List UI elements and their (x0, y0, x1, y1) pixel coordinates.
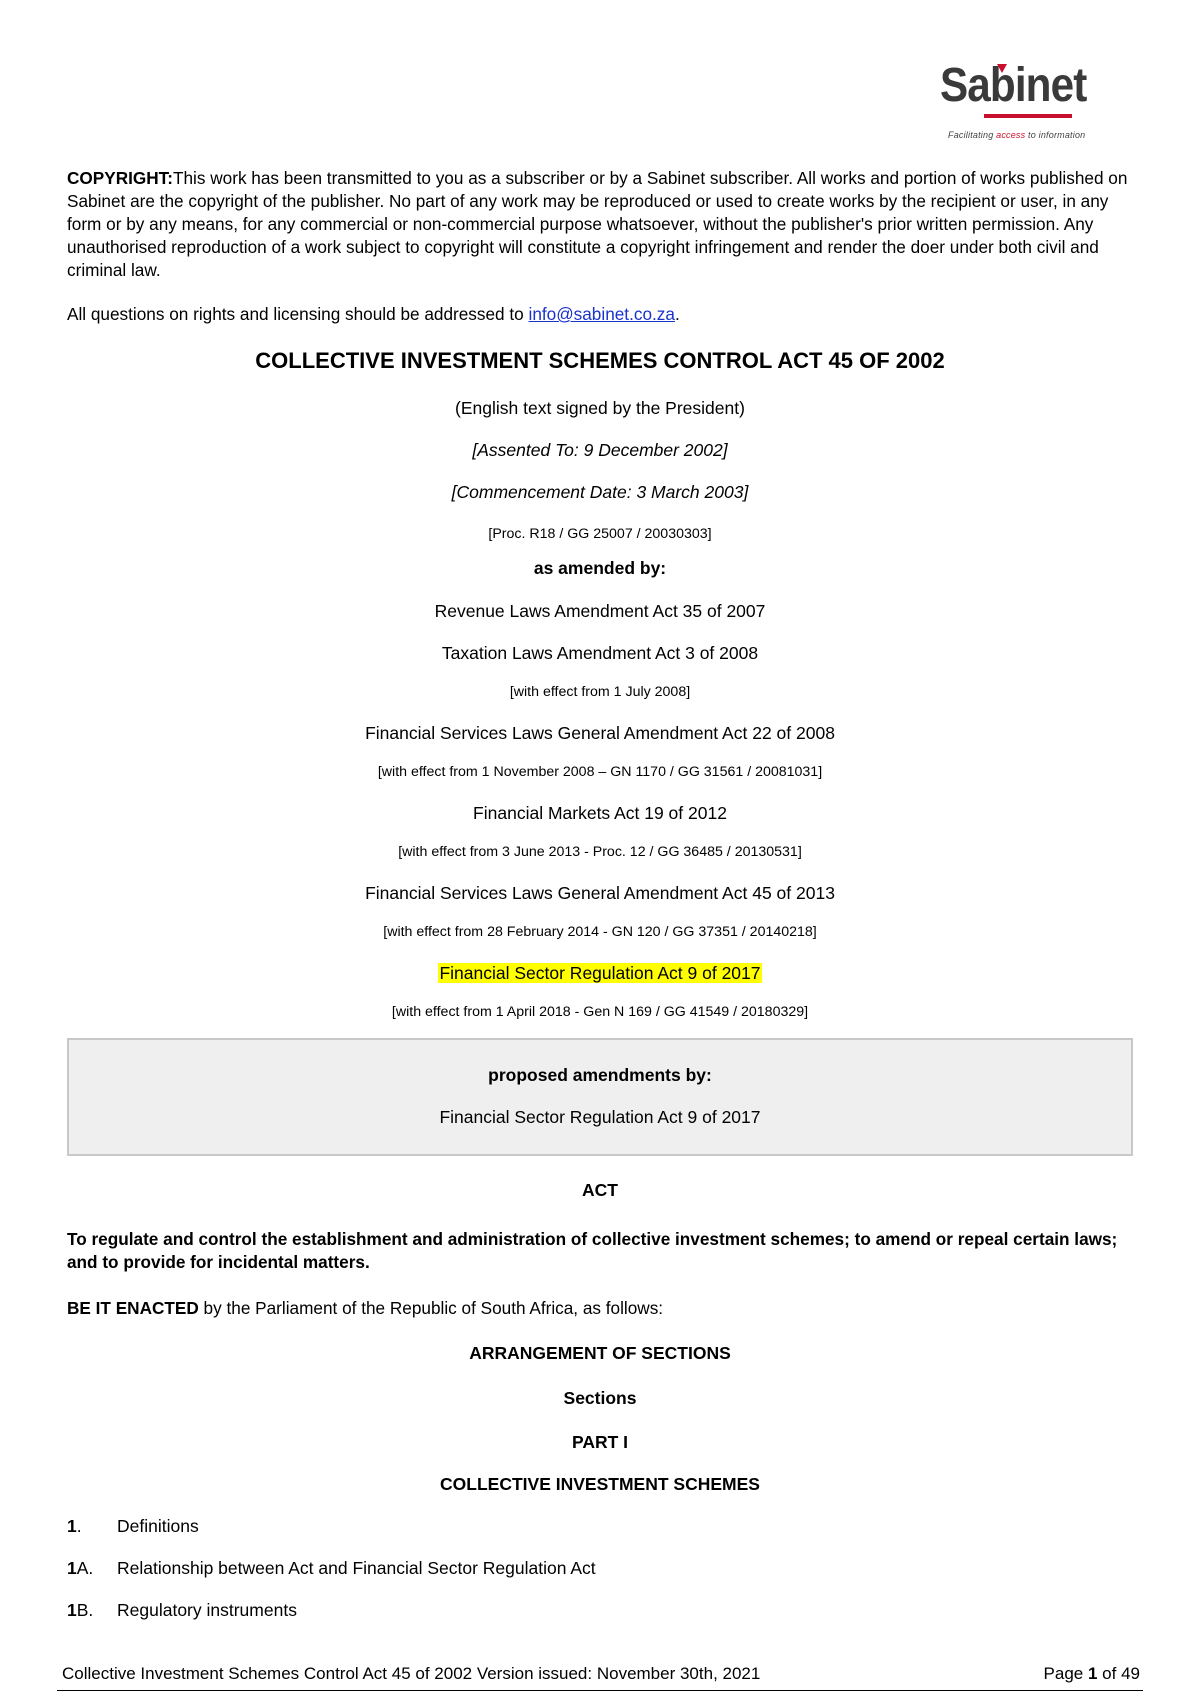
logo-underline (984, 114, 1072, 118)
part-title: COLLECTIVE INVESTMENT SCHEMES (440, 1474, 760, 1494)
highlighted-act: Financial Sector Regulation Act 9 of 2017 (439, 963, 761, 983)
amendment-act: Revenue Laws Amendment Act 35 of 2007 (434, 601, 766, 621)
questions-text: All questions on rights and licensing should be addressed to (67, 304, 529, 324)
section-item (67, 1558, 596, 1579)
footer-version: Collective Investment Schemes Control Act 45 of 2002 Version issued: November 30th, 2021 (62, 1664, 761, 1683)
page-prefix: Page (1043, 1664, 1088, 1683)
logo-tagline-accent: access (996, 130, 1026, 140)
copyright-label: COPYRIGHT: (67, 168, 173, 188)
assented-date: [Assented To: 9 December 2002] (472, 440, 728, 460)
amendment-act-highlighted (0, 963, 1200, 984)
email-link[interactable]: info@sabinet.co.za (528, 304, 675, 324)
act-heading: ACT (582, 1180, 618, 1200)
section-number (67, 1600, 117, 1621)
section-num: 1 (67, 1600, 77, 1620)
section-item (67, 1600, 297, 1621)
amendment-note: [with effect from 3 June 2013 - Proc. 12 / GG 36485 / 20130531] (398, 844, 802, 860)
commencement-date: [Commencement Date: 3 March 2003] (451, 482, 749, 502)
amendment-act: Financial Markets Act 19 of 2012 (473, 803, 727, 823)
section-title: Regulatory instruments (117, 1600, 297, 1620)
enacting-clause (67, 1297, 663, 1320)
sabinet-logo (940, 59, 1110, 142)
logo-tagline-suffix: to information (1025, 130, 1086, 140)
section-suffix: . (76, 1516, 82, 1536)
amendment-note: [with effect from 1 April 2018 - Gen N 169 / GG 41549 / 20180329] (391, 1004, 809, 1020)
part-heading: PART I (571, 1432, 629, 1452)
amendment-note: [with effect from 1 November 2008 – GN 1170 / GG 31561 / 20081031] (377, 764, 823, 780)
logo-tagline (948, 130, 1085, 140)
proclamation-ref: [Proc. R18 / GG 25007 / 20030303] (488, 526, 712, 542)
sections-label: Sections (563, 1388, 637, 1408)
logo-tagline-prefix: Facilitating (948, 130, 997, 140)
section-title: Relationship between Act and Financial Sector Regulation Act (117, 1558, 596, 1578)
section-number (67, 1558, 117, 1579)
amendment-act: Financial Services Laws General Amendment Act 45 of 2013 (365, 883, 835, 903)
section-suffix: B. (76, 1600, 94, 1620)
page-current: 1 (1087, 1664, 1098, 1683)
arrangement-heading: ARRANGEMENT OF SECTIONS (469, 1343, 731, 1363)
copyright-notice (67, 167, 1137, 282)
section-suffix: A. (76, 1558, 94, 1578)
enacted-bold: BE IT ENACTED (67, 1298, 199, 1318)
section-number (67, 1516, 117, 1537)
section-title: Definitions (117, 1516, 199, 1536)
proposed-label: proposed amendments by: (488, 1065, 712, 1085)
page-suffix: of 49 (1097, 1664, 1140, 1683)
amendment-act: Financial Services Laws General Amendment Act 22 of 2008 (365, 723, 835, 743)
amendment-note: [with effect from 28 February 2014 - GN 120 / GG 37351 / 20140218] (383, 924, 817, 940)
section-num: 1 (67, 1516, 77, 1536)
proposed-amendments-box (67, 1038, 1133, 1156)
amendment-act: Taxation Laws Amendment Act 3 of 2008 (441, 643, 759, 663)
licensing-questions (67, 303, 680, 326)
copyright-text: This work has been transmitted to you as a subscriber or by a Sabinet subscriber. All works and portion of works published on Sabinet are the copyright of the publisher. No part of any work may be reproduced or used to create works by the recipient or user, in any form or by any means, for any commercial or non-commercial purpose whatsoever, without the publisher's prior written permission. Any unauthorised reproduction of a work subject to copyright will constitute a copyright infringement and render the doer under both civil and criminal law. (67, 168, 1128, 280)
proposed-act: Financial Sector Regulation Act 9 of 2017 (439, 1107, 761, 1127)
section-num: 1 (67, 1558, 77, 1578)
footer-page-number (1044, 1664, 1140, 1684)
footer-rule (57, 1690, 1143, 1691)
enacted-rest: by the Parliament of the Republic of South Africa, as follows: (198, 1298, 664, 1318)
logo-wordmark: Sabinet (940, 59, 1087, 112)
amendment-note: [with effect from 1 July 2008] (509, 684, 691, 700)
section-item (67, 1516, 199, 1537)
act-title: COLLECTIVE INVESTMENT SCHEMES CONTROL ACT 45 OF 2002 (255, 348, 945, 373)
signed-note: (English text signed by the President) (455, 398, 745, 418)
act-purpose: To regulate and control the establishment and administration of collective investment schemes; to amend or repeal certain laws; and to provide for incidental matters. (67, 1229, 1118, 1272)
questions-suffix: . (674, 304, 680, 324)
amended-by-label: as amended by: (533, 558, 667, 578)
